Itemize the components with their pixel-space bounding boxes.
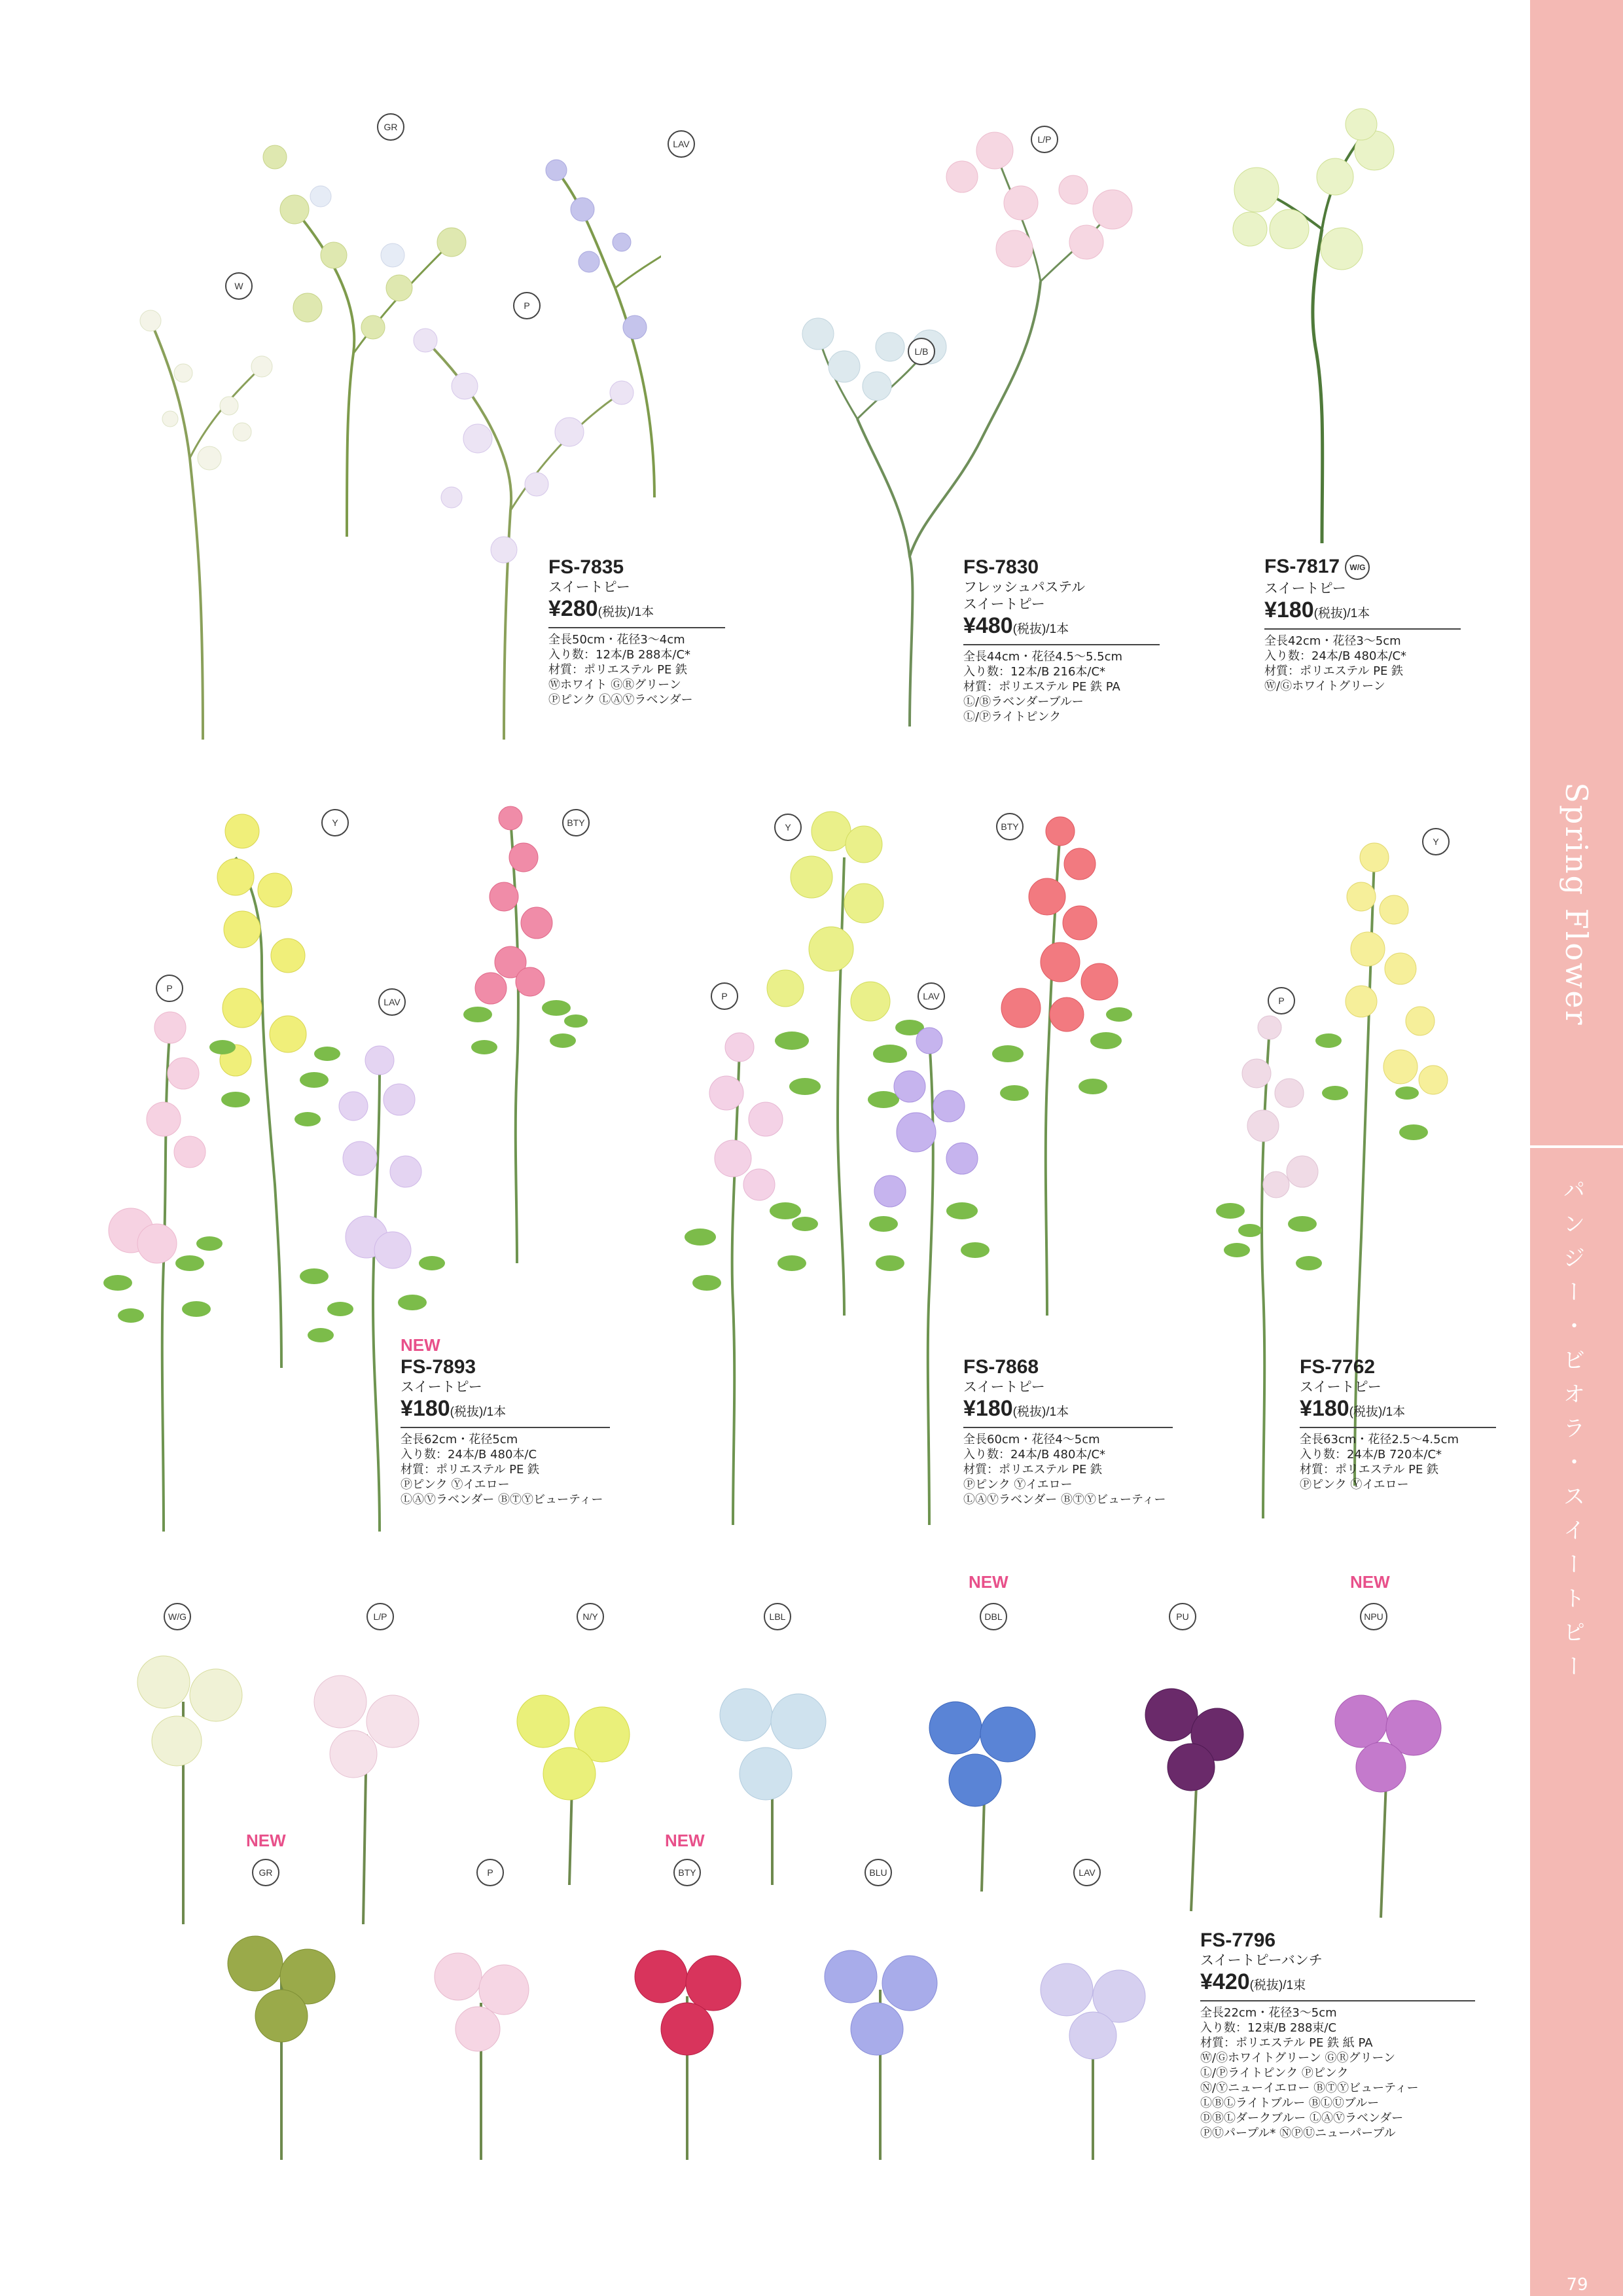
page-number: 79 bbox=[1566, 2275, 1588, 2295]
color-tag-fs7893-p: P bbox=[156, 975, 183, 1002]
product-code: FS-7893 bbox=[401, 1356, 476, 1378]
product-code: FS-7796 bbox=[1200, 1929, 1276, 1951]
price-value: ¥180 bbox=[1264, 598, 1314, 622]
color-tag-fs7796-pu: PU bbox=[1169, 1603, 1196, 1630]
divider bbox=[963, 644, 1160, 645]
spec-colors-5: ⒹⒷⓁダークブルー ⓁⒶⓋラベンダー bbox=[1200, 2111, 1404, 2125]
color-tag-fs7835-w: W bbox=[225, 272, 253, 300]
spec-size: 全長22cm・花径3〜5cm bbox=[1200, 2006, 1337, 2020]
color-tag-fs7796-gr: GR bbox=[252, 1859, 279, 1886]
product-name: スイートピー bbox=[963, 1379, 1045, 1395]
product-info-fs7762 bbox=[1300, 1356, 1496, 1492]
price-value: ¥180 bbox=[401, 1396, 450, 1421]
spec-material: 材質：ポリエステル PE 鉄 bbox=[1300, 1463, 1439, 1477]
sidebar-band bbox=[1530, 0, 1623, 2296]
spec-colors-4: ⓁⒷⓁライトブルー ⒷⓁⓊブルー bbox=[1200, 2096, 1380, 2110]
new-badge-npu: NEW bbox=[1350, 1572, 1390, 1592]
price-tax-unit: (税抜)/1本 bbox=[450, 1405, 507, 1419]
price-tax-unit: (税抜)/1本 bbox=[1349, 1405, 1406, 1419]
product-info-fs7868 bbox=[963, 1356, 1173, 1507]
spec-quantity: 入り数：24本/B 480本/C* bbox=[1264, 649, 1407, 663]
product-code bbox=[1264, 555, 1461, 580]
product-price bbox=[1200, 1969, 1475, 1999]
color-tag-fs7796-ny: N/Y bbox=[577, 1603, 604, 1630]
product-name: スイートピー bbox=[1264, 581, 1346, 596]
color-tag-fs7762-p: P bbox=[1268, 987, 1295, 1014]
product-info-fs7817 bbox=[1264, 555, 1461, 694]
color-tag-fs7893-bty: BTY bbox=[562, 809, 590, 836]
spec-quantity: 入り数：12本/B 216本/C* bbox=[963, 665, 1106, 679]
product-price bbox=[963, 1395, 1173, 1426]
spec-size: 全長44cm・花径4.5〜5.5cm bbox=[963, 650, 1123, 664]
color-tag-fs7868-p: P bbox=[711, 982, 738, 1010]
color-tag-fs7830-lb: L/B bbox=[908, 338, 935, 365]
spec-colors-2: Ⓟピンク ⓁⒶⓋラベンダー bbox=[548, 693, 693, 707]
spec-colors-1: Ⓦ/Ⓖホワイトグリーン bbox=[1264, 679, 1385, 693]
spec-material: 材質：ポリエステル PE 鉄 PA bbox=[963, 680, 1120, 694]
price-value: ¥420 bbox=[1200, 1969, 1250, 1994]
product-price bbox=[548, 596, 725, 626]
color-tag-fs7796-bty: BTY bbox=[673, 1859, 701, 1886]
color-tag-fs7893-y: Y bbox=[321, 809, 349, 836]
spec-material: 材質：ポリエステル PE 鉄 bbox=[963, 1463, 1103, 1477]
product-name: スイートピー bbox=[548, 579, 630, 595]
price-tax-unit: (税抜)/1本 bbox=[1313, 607, 1370, 620]
spec-colors-6: ⓅⓊパープル* ⓃⓅⓊニューパープル bbox=[1200, 2126, 1396, 2140]
spec-material: 材質：ポリエステル PE 鉄 紙 PA bbox=[1200, 2036, 1373, 2050]
price-tax-unit: (税抜)/1束 bbox=[1249, 1979, 1306, 1992]
spec-quantity: 入り数：12束/B 288束/C bbox=[1200, 2021, 1337, 2035]
product-name-line2: スイートピー bbox=[963, 596, 1045, 612]
color-tag-fs7868-y: Y bbox=[774, 814, 802, 841]
price-tax-unit: (税抜)/1本 bbox=[1012, 622, 1069, 636]
price-value: ¥180 bbox=[963, 1396, 1013, 1421]
color-tag-fs7830-lp: L/P bbox=[1031, 126, 1058, 153]
product-code: FS-7830 bbox=[963, 556, 1039, 578]
divider bbox=[1200, 2000, 1475, 2001]
color-tag-fs7868-bty: BTY bbox=[996, 813, 1024, 840]
spec-colors-1: Ⓦホワイト ⒼⓇグリーン bbox=[548, 678, 681, 692]
divider bbox=[548, 627, 725, 628]
product-info-fs7830 bbox=[963, 556, 1160, 725]
spec-colors-1: Ⓛ/Ⓑラベンダーブルー bbox=[963, 695, 1084, 709]
spec-material: 材質：ポリエステル PE 鉄 bbox=[548, 663, 688, 677]
spec-colors-2: ⓁⒶⓋラベンダー ⒷⓉⓎビューティー bbox=[401, 1493, 603, 1507]
spec-size: 全長42cm・花径3〜5cm bbox=[1264, 634, 1401, 648]
spec-quantity: 入り数：12本/B 288本/C* bbox=[548, 648, 691, 662]
price-tax-unit: (税抜)/1本 bbox=[1012, 1405, 1069, 1419]
spec-material: 材質：ポリエステル PE 鉄 bbox=[1264, 664, 1404, 678]
sidebar-japanese-title: パンジー・ビオラ・スイートピー bbox=[1559, 1178, 1585, 1689]
product-price bbox=[1264, 597, 1461, 627]
spec-colors-2: Ⓛ/Ⓟライトピンク Ⓟピンク bbox=[1200, 2066, 1349, 2080]
color-tag-fs7835-p: P bbox=[513, 292, 541, 319]
color-tag-fs7893-lav: LAV bbox=[378, 988, 406, 1016]
color-tag-fs7796-lbl: LBL bbox=[764, 1603, 791, 1630]
spec-size: 全長62cm・花径5cm bbox=[401, 1433, 518, 1446]
product-price bbox=[401, 1395, 610, 1426]
product-info-fs7796 bbox=[1200, 1929, 1475, 2141]
product-info-fs7835 bbox=[548, 556, 725, 708]
price-value: ¥180 bbox=[1300, 1396, 1349, 1421]
product-code: FS-7835 bbox=[548, 556, 624, 578]
spec-size: 全長50cm・花径3〜4cm bbox=[548, 633, 685, 647]
sidebar-divider bbox=[1530, 1145, 1623, 1148]
spec-size: 全長60cm・花径4〜5cm bbox=[963, 1433, 1100, 1446]
spec-colors-3: Ⓝ/Ⓨニューイエロー ⒷⓉⓎビューティー bbox=[1200, 2081, 1419, 2095]
color-tag-fs7796-lav: LAV bbox=[1073, 1859, 1101, 1886]
color-badge-wg: W/G bbox=[1345, 555, 1370, 580]
spec-colors-1: Ⓟピンク Ⓨイエロー bbox=[1300, 1478, 1409, 1492]
product-price bbox=[1300, 1395, 1496, 1426]
color-tag-fs7835-gr: GR bbox=[377, 113, 404, 141]
spec-quantity: 入り数：24本/B 720本/C* bbox=[1300, 1448, 1442, 1462]
spec-colors-1: Ⓟピンク Ⓨイエロー bbox=[401, 1478, 510, 1492]
new-badge-dbl: NEW bbox=[969, 1572, 1008, 1592]
product-name: スイートピー bbox=[401, 1379, 482, 1395]
divider bbox=[401, 1427, 610, 1428]
color-tag-fs7796-dbl: DBL bbox=[980, 1603, 1007, 1630]
product-price bbox=[963, 613, 1160, 643]
color-tag-fs7762-y: Y bbox=[1422, 828, 1450, 855]
plant-fs7893-bty bbox=[445, 792, 615, 1263]
product-info-fs7893 bbox=[401, 1356, 610, 1507]
color-tag-fs7835-lav: LAV bbox=[668, 130, 695, 158]
divider bbox=[1264, 628, 1461, 630]
spec-quantity: 入り数：24本/B 480本/C bbox=[401, 1448, 537, 1462]
spec-quantity: 入り数：24本/B 480本/C* bbox=[963, 1448, 1106, 1462]
price-value: ¥280 bbox=[548, 596, 598, 621]
color-tag-fs7796-lp: L/P bbox=[366, 1603, 394, 1630]
product-name: フレッシュパステル bbox=[963, 579, 1086, 595]
spec-colors-1: Ⓟピンク Ⓨイエロー bbox=[963, 1478, 1073, 1492]
divider bbox=[1300, 1427, 1496, 1428]
product-code: FS-7762 bbox=[1300, 1356, 1376, 1378]
sidebar-english-title: Spring Flower bbox=[1559, 782, 1594, 1027]
divider bbox=[963, 1427, 1173, 1428]
price-value: ¥480 bbox=[963, 613, 1013, 638]
product-name: スイートピーバンチ bbox=[1200, 1952, 1323, 1968]
color-tag-fs7796-blu: BLU bbox=[865, 1859, 892, 1886]
product-name: スイートピー bbox=[1300, 1379, 1382, 1395]
spec-colors-1: Ⓦ/Ⓖホワイトグリーン ⒼⓇグリーン bbox=[1200, 2051, 1396, 2065]
color-tag-fs7796-wg: W/G bbox=[164, 1603, 191, 1630]
product-code: FS-7868 bbox=[963, 1356, 1039, 1378]
spec-colors-2: Ⓛ/Ⓟライトピンク bbox=[963, 710, 1061, 724]
color-tag-fs7868-lav: LAV bbox=[918, 982, 945, 1010]
color-tag-fs7796-p: P bbox=[476, 1859, 504, 1886]
new-badge-fs7893: NEW bbox=[401, 1335, 440, 1355]
color-tag-fs7796-npu: NPU bbox=[1360, 1603, 1387, 1630]
spec-size: 全長63cm・花径2.5〜4.5cm bbox=[1300, 1433, 1459, 1446]
new-badge-bty: NEW bbox=[665, 1831, 705, 1850]
product-code-text: FS-7817 bbox=[1264, 555, 1340, 577]
spec-colors-2: ⓁⒶⓋラベンダー ⒷⓉⓎビューティー bbox=[963, 1493, 1166, 1507]
plant-fs7817 bbox=[1211, 98, 1427, 543]
spec-material: 材質：ポリエステル PE 鉄 bbox=[401, 1463, 540, 1477]
price-tax-unit: (税抜)/1本 bbox=[597, 605, 654, 619]
new-badge-gr: NEW bbox=[246, 1831, 286, 1850]
